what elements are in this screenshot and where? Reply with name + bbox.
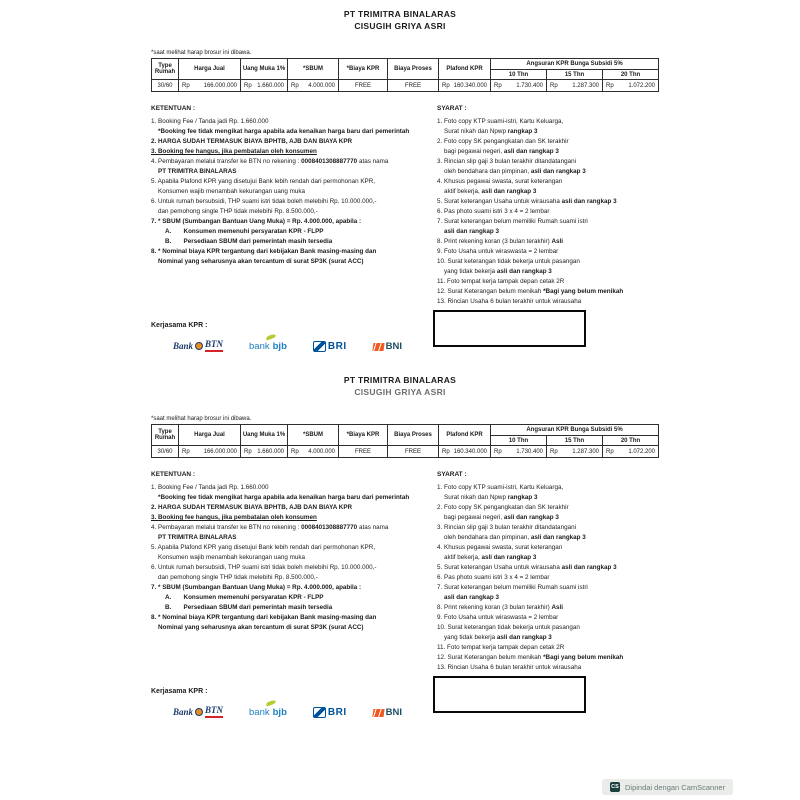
syarat-line: 12. Surat Keterangan belum menikah *Bagi yang belum menikah [437, 288, 624, 295]
bank-btn-logo [173, 705, 223, 718]
syarat-line: 7. Surat keterangan belum memiliki Rumah suami istri [437, 584, 588, 591]
syarat-line: aktif bekerja, asli dan rangkap 3 [444, 188, 537, 195]
ketentuan-line: A. Konsumen memenuhi persyaratan KPR - FLPP [165, 228, 324, 235]
col-header-biaya-kpr: *Biaya KPR [339, 59, 388, 80]
syarat-line: bagi pegawai negeri, asli dan rangkap 3 [444, 514, 559, 521]
ketentuan-list [151, 117, 437, 267]
camscanner-icon: CS [611, 784, 619, 790]
syarat-heading: SYARAT : [437, 471, 467, 478]
col-header-uang-muka: Uang Muka 1% [241, 425, 288, 446]
table-row [152, 80, 659, 92]
amount-value: 1.287.300 [572, 448, 599, 455]
syarat-line: 9. Foto Usaha untuk wiraswasta = 2 lembar [437, 248, 559, 255]
cell-type-rumah: 30/60 [152, 446, 179, 458]
syarat-line: asli dan rangkap 3 [444, 228, 499, 235]
bank-btn-logo [173, 339, 223, 352]
cell-sbum [288, 446, 339, 458]
bjb-word-bjb: bjb [272, 707, 287, 718]
ketentuan-line: *Booking fee tidak mengikat harga apabila ada kenaikan harga baru dari pemerintah [158, 128, 410, 135]
syarat-list [437, 483, 658, 673]
currency-label: Rp [291, 82, 299, 89]
amount-value: 1.287.300 [572, 82, 599, 89]
cell-harga-jual [179, 446, 241, 458]
ketentuan-line: PT TRIMITRA BINALARAS [158, 168, 237, 175]
project-title: CISUGIH GRIYA ASRI [354, 387, 446, 397]
btn-word-bank: Bank [173, 340, 194, 351]
currency-label: Rp [606, 448, 614, 455]
syarat-line: 8. Print rekening koran (3 bulan terakhir) Asli [437, 604, 564, 611]
cell-biaya-proses: FREE [388, 446, 439, 458]
syarat-line: yang tidak bekerja asli dan rangkap 3 [444, 268, 552, 275]
kerjasama-section [151, 688, 402, 718]
ketentuan-line: 3. Booking fee hangus, jika pembatalan oleh konsumen [151, 148, 317, 155]
ketentuan-line: PT TRIMITRA BINALARAS [158, 534, 237, 541]
col-header-20-thn: 20 Thn [603, 436, 659, 446]
ketentuan-line: B. Persediaan SBUM dari pemerintah masih tersedia [165, 238, 333, 245]
btn-word-bank: Bank [173, 706, 194, 717]
bank-bri-logo [313, 707, 347, 718]
amount-value: 166.000.000 [203, 82, 237, 89]
col-header-biaya-proses: Biaya Proses [388, 59, 439, 80]
ketentuan-line: 5. Apabila Plafond KPR yang disetujui Bank lebih rendah dari permohonan KPR, [151, 178, 376, 185]
syarat-line: oleh bendahara dan pimpinan, asli dan rangkap 3 [444, 534, 586, 541]
ketentuan-line: Nominal yang seharusnya akan tercantum di surat SP3K (surat ACC) [158, 624, 364, 631]
btn-word-btn: BTN [205, 339, 223, 352]
amount-value: 1.730.400 [516, 82, 543, 89]
syarat-line: 11. Foto tempat kerja tampak depan cetak 2R [437, 278, 565, 285]
syarat-heading: SYARAT : [437, 105, 467, 112]
amount-value: 166.000.000 [203, 448, 237, 455]
table-note: *saat melihat harap brosur ini dibawa. [151, 416, 252, 422]
ketentuan-line: Konsumen wajib menambah kekurangan uang muka [158, 188, 306, 195]
cell-angsuran-20-thn [603, 446, 659, 458]
col-header-type-rumah: Type Rumah [152, 59, 179, 80]
syarat-line: 3. Rincian slip gaji 3 bulan terakhir ditandatangani [437, 524, 576, 531]
syarat-line: 12. Surat Keterangan belum menikah *Bagi yang belum menikah [437, 654, 624, 661]
ketentuan-line: 4. Pembayaran melalui transfer ke BTN no rekening : 0008401308887770 atas nama [151, 524, 389, 531]
syarat-line: 1. Foto copy KTP suami-istri, Kartu Keluarga, [437, 484, 564, 491]
price-table [151, 424, 659, 458]
ketentuan-line: 3. Booking fee hangus, jika pembatalan oleh konsumen [151, 514, 317, 521]
col-header-uang-muka: Uang Muka 1% [241, 59, 288, 80]
col-header-20-thn: 20 Thn [603, 70, 659, 80]
syarat-line: Surat nikah dan Npwp rangkap 3 [444, 494, 538, 501]
col-header-10-thn: 10 Thn [491, 436, 547, 446]
bni-wordmark: BNI [385, 341, 402, 352]
bri-symbol-icon [313, 341, 326, 352]
ketentuan-heading: KETENTUAN : [151, 105, 196, 112]
bank-bjb-logo [249, 341, 287, 352]
camscanner-label: Dipindai dengan CamScanner [625, 782, 726, 792]
project-title: CISUGIH GRIYA ASRI [354, 21, 446, 31]
cell-angsuran-15-thn [547, 80, 603, 92]
amount-value: 1.072.200 [628, 82, 656, 89]
syarat-line: 10. Surat keterangan tidak bekerja untuk pasangan [437, 258, 580, 265]
document-page-copy [0, 375, 800, 718]
col-header-type-rumah: Type Rumah [152, 425, 179, 446]
amount-value: 1.730.400 [516, 448, 543, 455]
syarat-section [437, 105, 658, 347]
bank-logos [173, 339, 402, 352]
currency-label: Rp [494, 82, 502, 89]
company-title: PT TRIMITRA BINALARAS [343, 375, 457, 385]
syarat-line: 8. Print rekening koran (3 bulan terakhir) Asli [437, 238, 564, 245]
col-header-plafond-kpr: Plafond KPR [439, 59, 491, 80]
ketentuan-line: dan pemohong single THP tidak melebihi Rp. 8.500.000,- [158, 574, 318, 581]
ketentuan-heading: KETENTUAN : [151, 471, 196, 478]
company-title: PT TRIMITRA BINALARAS [343, 9, 457, 19]
currency-label: Rp [550, 448, 558, 455]
bank-logos [173, 705, 402, 718]
syarat-line: 7. Surat keterangan belum memiliki Rumah suami istri [437, 218, 588, 225]
btn-symbol-icon [195, 708, 203, 716]
currency-label: Rp [244, 448, 252, 455]
col-header-10-thn: 10 Thn [491, 70, 547, 80]
ketentuan-section [151, 471, 437, 713]
col-header-angsuran: Angsuran KPR Bunga Subsidi 5% [491, 59, 659, 70]
ketentuan-line: *Booking fee tidak mengikat harga apabila ada kenaikan harga baru dari pemerintah [158, 494, 410, 501]
bank-bri-logo [313, 341, 347, 352]
ketentuan-line: 7. * SBUM (Sumbangan Bantuan Uang Muka) = Rp. 4.000.000, apabila : [151, 218, 362, 225]
bjb-word-bjb: bjb [272, 341, 287, 352]
syarat-line: aktif bekerja, asli dan rangkap 3 [444, 554, 537, 561]
currency-label: Rp [291, 448, 299, 455]
table-note: *saat melihat harap brosur ini dibawa. [151, 50, 252, 56]
col-header-15-thn: 15 Thn [547, 436, 603, 446]
cell-biaya-kpr: FREE [339, 80, 388, 92]
ketentuan-line: dan pemohong single THP tidak melebihi Rp. 8.500.000,- [158, 208, 318, 215]
ketentuan-line: 8. * Nominal biaya KPR tergantung dari kebijakan Bank masing-masing dan [151, 248, 377, 255]
syarat-line: 6. Pas photo suami istri 3 x 4 = 2 lembar [437, 208, 550, 215]
syarat-line: 2. Foto copy SK pengangkatan dan SK terakhir [437, 138, 569, 145]
syarat-line: Surat nikah dan Npwp rangkap 3 [444, 128, 538, 135]
syarat-line: 5. Surat keterangan Usaha untuk wirausaha asli dan rangkap 3 [437, 198, 617, 205]
syarat-line: yang tidak bekerja asli dan rangkap 3 [444, 634, 552, 641]
cell-plafond-kpr [439, 446, 491, 458]
currency-label: Rp [244, 82, 252, 89]
ketentuan-line: 7. * SBUM (Sumbangan Bantuan Uang Muka) = Rp. 4.000.000, apabila : [151, 584, 362, 591]
syarat-line: 5. Surat keterangan Usaha untuk wirausaha asli dan rangkap 3 [437, 564, 617, 571]
bjb-wing-icon [266, 700, 277, 707]
amount-value: 4.000.000 [308, 448, 335, 455]
cell-angsuran-10-thn [491, 446, 547, 458]
ketentuan-line: 6. Untuk rumah bersubsidi, THP suami istri tidak boleh melebihi Rp. 10.000.000,- [151, 564, 377, 571]
bjb-wing-icon [266, 334, 277, 341]
bank-bni-logo [373, 707, 402, 718]
amount-value: 160.340.000 [453, 82, 487, 89]
cell-uang-muka [241, 80, 288, 92]
bjb-word-bank: bank [249, 707, 270, 718]
cell-sbum [288, 80, 339, 92]
cell-angsuran-15-thn [547, 446, 603, 458]
syarat-line: 11. Foto tempat kerja tampak depan cetak 2R [437, 644, 565, 651]
ketentuan-line: 2. HARGA SUDAH TERMASUK BIAYA BPHTB, AJB DAN BIAYA KPR [151, 138, 353, 145]
col-header-biaya-kpr: *Biaya KPR [339, 425, 388, 446]
ketentuan-section [151, 105, 437, 347]
ketentuan-line: 1. Booking Fee / Tanda jadi Rp. 1.660.000 [151, 484, 269, 491]
table-row [152, 446, 659, 458]
col-header-15-thn: 15 Thn [547, 70, 603, 80]
syarat-line: bagi pegawai negeri, asli dan rangkap 3 [444, 148, 559, 155]
bni-wordmark: BNI [385, 707, 402, 718]
ketentuan-line: A. Konsumen memenuhi persyaratan KPR - FLPP [165, 594, 324, 601]
cell-plafond-kpr [439, 80, 491, 92]
currency-label: Rp [494, 448, 502, 455]
cell-type-rumah: 30/60 [152, 80, 179, 92]
document-content [151, 50, 658, 347]
signature-box [433, 676, 586, 713]
col-header-angsuran: Angsuran KPR Bunga Subsidi 5% [491, 425, 659, 436]
col-header-harga-jual: Harga Jual [179, 425, 241, 446]
amount-value: 1.660.000 [257, 82, 284, 89]
syarat-line: asli dan rangkap 3 [444, 594, 499, 601]
document-page-copy [0, 9, 800, 352]
col-header-harga-jual: Harga Jual [179, 59, 241, 80]
col-header-sbum: *SBUM [288, 425, 339, 446]
kerjasama-section [151, 322, 402, 352]
syarat-line: 13. Rincian Usaha 6 bulan terakhir untuk wirausaha [437, 298, 582, 305]
amount-value: 1.660.000 [257, 448, 284, 455]
kerjasama-heading: Kerjasama KPR : [151, 322, 208, 329]
bank-bjb-logo [249, 707, 287, 718]
bjb-word-bank: bank [249, 341, 270, 352]
bank-bni-logo [373, 341, 402, 352]
col-header-biaya-proses: Biaya Proses [388, 425, 439, 446]
currency-label: Rp [606, 82, 614, 89]
camscanner-badge [602, 779, 733, 795]
ketentuan-line: 2. HARGA SUDAH TERMASUK BIAYA BPHTB, AJB DAN BIAYA KPR [151, 504, 353, 511]
syarat-line: 3. Rincian slip gaji 3 bulan terakhir ditandatangani [437, 158, 576, 165]
amount-value: 1.072.200 [628, 448, 656, 455]
ketentuan-line: 4. Pembayaran melalui transfer ke BTN no rekening : 0008401308887770 atas nama [151, 158, 389, 165]
cell-angsuran-10-thn [491, 80, 547, 92]
syarat-line: oleh bendahara dan pimpinan, asli dan rangkap 3 [444, 168, 586, 175]
bri-wordmark: BRI [327, 707, 347, 718]
ketentuan-line: 5. Apabila Plafond KPR yang disetujui Bank lebih rendah dari permohonan KPR, [151, 544, 376, 551]
currency-label: Rp [182, 448, 190, 455]
col-header-sbum: *SBUM [288, 59, 339, 80]
ketentuan-line: 8. * Nominal biaya KPR tergantung dari kebijakan Bank masing-masing dan [151, 614, 377, 621]
ketentuan-line: 1. Booking Fee / Tanda jadi Rp. 1.660.000 [151, 118, 269, 125]
bni-symbol-icon [372, 709, 384, 717]
currency-label: Rp [182, 82, 190, 89]
amount-value: 4.000.000 [308, 82, 335, 89]
btn-symbol-icon [195, 342, 203, 350]
bni-symbol-icon [372, 343, 384, 351]
syarat-line: 9. Foto Usaha untuk wiraswasta = 2 lembar [437, 614, 559, 621]
syarat-line: 13. Rincian Usaha 6 bulan terakhir untuk wirausaha [437, 664, 582, 671]
cell-angsuran-20-thn [603, 80, 659, 92]
syarat-line: 2. Foto copy SK pengangkatan dan SK terakhir [437, 504, 569, 511]
bri-wordmark: BRI [327, 341, 347, 352]
ketentuan-line: B. Persediaan SBUM dari pemerintah masih tersedia [165, 604, 333, 611]
cell-biaya-proses: FREE [388, 80, 439, 92]
btn-word-btn: BTN [205, 705, 223, 718]
col-header-plafond-kpr: Plafond KPR [439, 425, 491, 446]
amount-value: 160.340.000 [453, 448, 487, 455]
ketentuan-list [151, 483, 437, 633]
currency-label: Rp [550, 82, 558, 89]
cell-harga-jual [179, 80, 241, 92]
document-content [151, 416, 658, 713]
signature-box [433, 310, 586, 347]
cell-uang-muka [241, 446, 288, 458]
price-table [151, 58, 659, 92]
syarat-line: 4. Khusus pegawai swasta, surat keterangan [437, 544, 563, 551]
syarat-line: 6. Pas photo suami istri 3 x 4 = 2 lembar [437, 574, 550, 581]
bri-symbol-icon [313, 707, 326, 718]
ketentuan-line: Konsumen wajib menambah kekurangan uang muka [158, 554, 306, 561]
syarat-line: 4. Khusus pegawai swasta, surat keterangan [437, 178, 563, 185]
currency-label: Rp [442, 448, 450, 455]
syarat-list [437, 117, 658, 307]
kerjasama-heading: Kerjasama KPR : [151, 688, 208, 695]
ketentuan-line: 6. Untuk rumah bersubsidi, THP suami istri tidak boleh melebihi Rp. 10.000.000,- [151, 198, 377, 205]
ketentuan-line: Nominal yang seharusnya akan tercantum di surat SP3K (surat ACC) [158, 258, 364, 265]
syarat-line: 1. Foto copy KTP suami-istri, Kartu Keluarga, [437, 118, 564, 125]
currency-label: Rp [442, 82, 450, 89]
syarat-section [437, 471, 658, 713]
cell-biaya-kpr: FREE [339, 446, 388, 458]
syarat-line: 10. Surat keterangan tidak bekerja untuk pasangan [437, 624, 580, 631]
